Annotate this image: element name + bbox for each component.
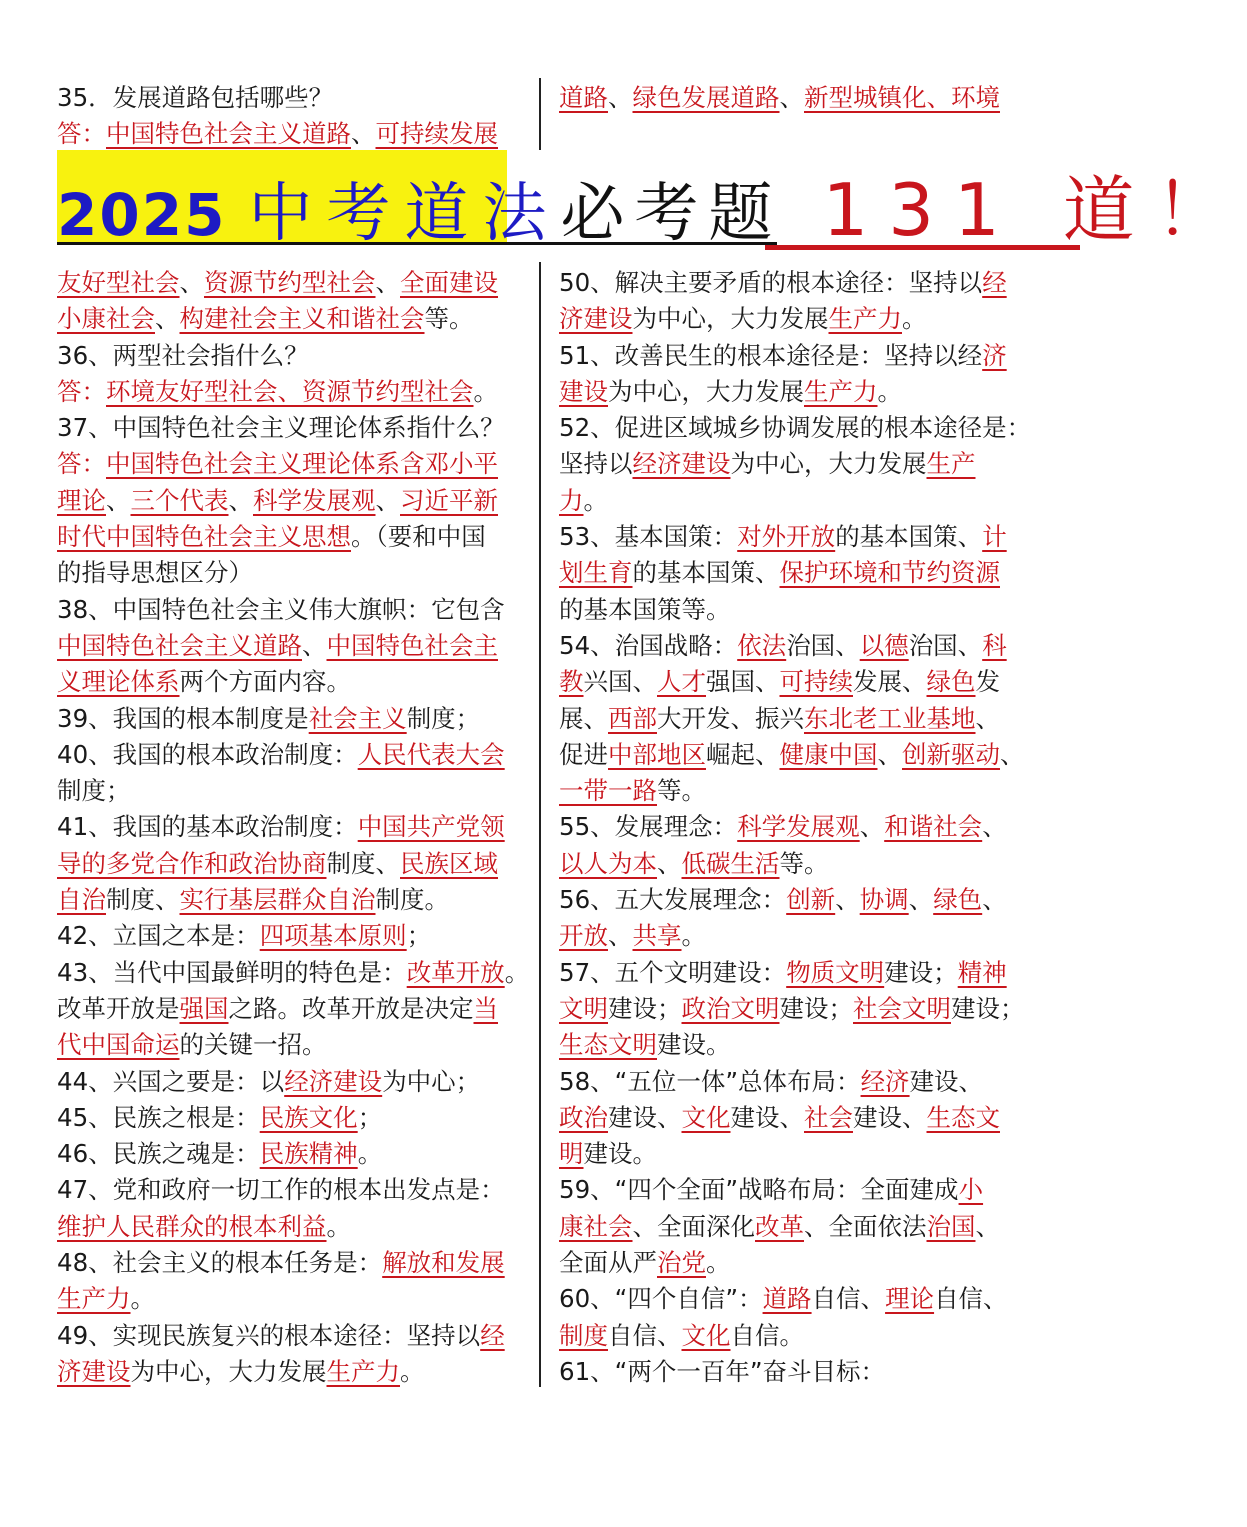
key-term: 政治文明 [681, 993, 780, 1023]
plain-text: 41、我国的基本政治制度： [57, 812, 358, 842]
key-term: 绿色 [926, 667, 976, 697]
plain-text: 。 [357, 1139, 383, 1169]
plain-text: 45、民族之根是： [57, 1102, 260, 1132]
plain-text: 。 [400, 1356, 425, 1386]
plain-text: 。 [130, 1284, 155, 1314]
key-term: 治国 [926, 1211, 976, 1241]
key-term: 改革开放 [406, 957, 505, 987]
plain-text: 50、解决主要矛盾的根本途径：坚持以 [559, 268, 983, 297]
plain-text: 建设、 [608, 1102, 682, 1132]
key-term: 时代中国特色社会主义思想 [57, 522, 351, 552]
plain-text: 36、两型社会指什么？ [57, 340, 309, 370]
plain-text: 自信。 [730, 1320, 804, 1350]
answer-35-continued [559, 80, 1000, 116]
key-term: 生产 [926, 449, 976, 479]
answer-sep: 、 [779, 83, 804, 112]
banner-black-text: 必考题 [560, 177, 783, 251]
plain-text: 55、发展理念： [559, 812, 738, 842]
plain-text: 。 [583, 485, 608, 515]
text-line [57, 446, 529, 482]
key-term: 人民代表大会 [357, 739, 505, 769]
plain-text: 为中心，大力发展 [130, 1356, 327, 1386]
key-term: 低碳生活 [681, 848, 780, 878]
plain-text: 建设； [608, 993, 682, 1023]
plain-text: 、 [375, 485, 400, 515]
plain-text: 58、“五位一体”总体布局： [559, 1066, 861, 1096]
plain-text: 建设； [779, 993, 853, 1023]
plain-text: 制度、 [326, 848, 400, 878]
plain-text: 60、“四个自信”： [559, 1284, 763, 1314]
key-term: 可持续 [779, 667, 853, 697]
key-term: 民族精神 [259, 1139, 358, 1169]
plain-text: 52、促进区域城乡协调发展的根本途径是： [559, 413, 1032, 443]
key-term: 解放和发展 [382, 1248, 505, 1278]
key-term: 理论 [885, 1284, 935, 1314]
plain-text: 、 [155, 304, 180, 334]
plain-text: 大开发、振兴 [657, 703, 804, 733]
plain-text: 的指导思想区分） [57, 558, 253, 588]
key-term: 中国特色社会主 [326, 630, 498, 660]
key-term: 依法 [737, 630, 787, 660]
plain-text: 的基本国策、 [835, 522, 983, 552]
text-line [559, 1100, 1031, 1136]
plain-text: 49、实现民族复兴的根本途径：坚持以 [57, 1320, 481, 1350]
key-term: 经 [480, 1320, 505, 1350]
key-term: 小康社会 [57, 304, 155, 334]
key-term: 创新 [786, 885, 836, 915]
key-term: 中国共产党领 [357, 812, 505, 842]
plain-text: 等。 [657, 776, 706, 806]
key-term: 政治 [559, 1102, 608, 1132]
answer-term: 中国特色社会主义道路 [106, 119, 351, 149]
text-line [559, 374, 1031, 410]
plain-text: 、 [1000, 739, 1025, 769]
plain-text: 42、立国之本是： [57, 921, 260, 951]
text-line [57, 628, 529, 664]
key-term: 经济建设 [284, 1066, 383, 1096]
plain-text: 40、我国的根本政治制度： [57, 739, 358, 769]
plain-text: 。 [326, 1211, 351, 1241]
plain-text: 。 [877, 376, 902, 406]
key-term: 维护人民群众的根本利益 [57, 1211, 327, 1241]
key-term: 制度 [559, 1320, 608, 1350]
text-line [559, 1209, 1031, 1245]
text-line [57, 1209, 529, 1245]
text-line [559, 338, 1031, 374]
key-term: 对外开放 [737, 522, 836, 552]
key-term: 生态文明 [559, 1030, 657, 1060]
plain-text: 、 [982, 812, 1007, 842]
key-term: 文化 [681, 1102, 731, 1132]
text-line [559, 846, 1031, 882]
key-term: 道路 [762, 1284, 812, 1314]
plain-text: 47、党和政府一切工作的根本出发点是： [57, 1175, 505, 1205]
text-line [57, 882, 529, 918]
text-line [57, 338, 529, 374]
key-term: 物质文明 [786, 957, 885, 987]
answer-prefix: 答： [57, 119, 106, 149]
plain-text: 建设、 [909, 1066, 984, 1096]
plain-text: 建设、 [853, 1102, 927, 1132]
key-term: 科 [982, 630, 1007, 660]
key-term: 人才 [657, 667, 706, 697]
text-line [559, 1027, 1031, 1063]
key-term: 共享 [632, 921, 682, 951]
key-term: 理论 [57, 485, 106, 515]
key-term: 科学发展观 [253, 485, 376, 515]
top-right-fragment [559, 80, 1000, 116]
plain-text: 的关键一招。 [179, 1030, 327, 1060]
plain-text: 崛起、 [706, 739, 780, 769]
key-term: 民族区域 [400, 848, 498, 878]
text-line [57, 374, 529, 410]
plain-text: 的基本国策等。 [559, 594, 731, 624]
key-term: 经 [982, 268, 1007, 297]
text-line [559, 1064, 1031, 1100]
plain-text: 制度； [406, 703, 481, 733]
key-term: 文化 [681, 1320, 731, 1350]
key-term: 社会文明 [853, 993, 951, 1023]
plain-text: 39、我国的根本制度是 [57, 703, 309, 733]
answer-sep: 、 [351, 119, 376, 149]
plain-text: 59、“四个全面”战略布局：全面建成 [559, 1175, 959, 1205]
plain-text: 兴国、 [583, 667, 657, 697]
text-line [559, 483, 1031, 519]
answer-sep: 、 [608, 83, 633, 112]
key-term: 以人为本 [559, 848, 657, 878]
plain-text: 、 [859, 812, 885, 842]
plain-text: 、全面依法 [804, 1211, 927, 1241]
key-term: 强国 [179, 993, 229, 1023]
banner-title [57, 152, 1247, 252]
left-column [57, 265, 529, 1390]
key-term: 绿色 [933, 885, 983, 915]
text-line [559, 918, 1031, 954]
text-line [57, 918, 529, 954]
key-term: 四项基本原则 [259, 921, 407, 951]
text-line [57, 1318, 529, 1354]
plain-text: 制度。 [375, 885, 449, 915]
plain-text: 坚持以 [559, 449, 633, 479]
key-term: 明 [559, 1139, 584, 1169]
plain-text: 建设。 [583, 1139, 657, 1169]
column-divider [539, 262, 541, 1387]
key-term: 西部 [608, 703, 657, 733]
text-line [559, 555, 1031, 591]
key-term: 东北老工业基地 [804, 703, 976, 733]
text-line [559, 773, 1031, 809]
plain-text: 治国、 [908, 630, 983, 660]
text-line [57, 301, 529, 337]
text-line [57, 410, 529, 446]
text-line [559, 519, 1031, 555]
plain-text: 治国、 [786, 630, 860, 660]
text-line [57, 773, 529, 809]
key-term: 社会主义 [308, 703, 407, 733]
key-term: 保护环境和节约资源 [779, 558, 1000, 588]
plain-text: 、全面深化 [632, 1211, 755, 1241]
key-term: 小 [958, 1175, 984, 1205]
plain-text: 发 [975, 667, 1000, 697]
answer-term: 可持续发展 [375, 119, 498, 149]
key-term: 生产力 [326, 1356, 400, 1386]
text-line [57, 1136, 529, 1172]
text-line [57, 1027, 529, 1063]
text-line [57, 846, 529, 882]
text-line [559, 1354, 1031, 1390]
answer-term: 新型城镇化、环境 [804, 83, 1000, 112]
plain-text: 为中心，大力发展 [730, 449, 927, 479]
text-line [57, 1354, 529, 1390]
plain-text: 、 [975, 703, 1000, 733]
text-line [57, 737, 529, 773]
key-term: 导的多党合作和政治协商 [57, 848, 327, 878]
text-line [559, 1318, 1031, 1354]
key-term: 协调 [859, 885, 909, 915]
key-term: 和谐社会 [884, 812, 983, 842]
key-term: 生产力 [804, 376, 878, 406]
key-term: 社会 [804, 1102, 853, 1132]
key-term: 构建社会主义和谐社会 [179, 304, 425, 334]
plain-text: 自信、 [811, 1284, 886, 1314]
text-line [559, 955, 1031, 991]
plain-text: 57、五个文明建设： [559, 957, 787, 987]
key-term: 三个代表 [130, 485, 229, 515]
key-term: 一带一路 [559, 776, 657, 806]
key-term: 生产力 [828, 304, 902, 334]
key-term: 改革 [755, 1211, 804, 1241]
plain-text: 、 [877, 739, 902, 769]
key-term: 中部地区 [608, 739, 706, 769]
plain-text: 61、“两个一百年”奋斗目标： [559, 1356, 886, 1386]
plain-text: 38、中国特色社会主义伟大旗帜：它包含 [57, 594, 505, 624]
text-line [57, 519, 529, 555]
plain-text: 制度； [57, 776, 131, 806]
key-term: 划生育 [559, 558, 633, 588]
plain-text: 48、社会主义的根本任务是： [57, 1248, 383, 1278]
plain-text: 为中心，大力发展 [632, 304, 829, 334]
key-term: 当 [473, 993, 498, 1023]
top-left-fragment [57, 80, 498, 153]
text-line [559, 592, 1031, 628]
text-line [559, 664, 1031, 700]
key-term: 科学发展观 [737, 812, 860, 842]
banner-year: 2025 [57, 181, 227, 249]
plain-text: 、 [975, 1211, 1000, 1241]
text-line [57, 1245, 529, 1281]
plain-text: 、 [835, 885, 860, 915]
key-term: 生产力 [57, 1284, 131, 1314]
text-line [559, 1172, 1031, 1208]
right-column [559, 265, 1031, 1390]
plain-text: ； [357, 1102, 383, 1132]
key-term: 代中国命运 [57, 1030, 180, 1060]
plain-text: 全面从严 [559, 1248, 657, 1278]
plain-text: 51、改善民生的根本途径是：坚持以经 [559, 340, 983, 370]
plain-text: 。 [681, 921, 706, 951]
plain-text: 46、民族之魂是： [57, 1139, 260, 1169]
text-line [559, 1281, 1031, 1317]
key-term: 治党 [657, 1248, 706, 1278]
key-term: 环境友好型社会、资源节约型社会 [106, 376, 474, 406]
text-line [57, 483, 529, 519]
plain-text: 制度、 [106, 885, 180, 915]
text-line [57, 1172, 529, 1208]
plain-text: 53、基本国策： [559, 522, 738, 552]
key-term: 计 [982, 522, 1007, 552]
plain-text: 44、兴国之要是：以 [57, 1066, 285, 1096]
key-term: 精神 [957, 957, 1007, 987]
text-line [57, 1100, 529, 1136]
text-line [559, 882, 1031, 918]
plain-text: 、 [908, 885, 934, 915]
key-term: 自治 [57, 885, 106, 915]
text-line [57, 809, 529, 845]
text-line [57, 555, 529, 591]
key-term: 创新驱动 [902, 739, 1000, 769]
plain-text: 的基本国策、 [632, 558, 780, 588]
plain-text: 等。 [779, 848, 829, 878]
text-line [559, 809, 1031, 845]
key-term: 经济 [860, 1066, 910, 1096]
plain-text: 、 [657, 848, 682, 878]
key-term: 开放 [559, 921, 608, 951]
text-line [559, 991, 1031, 1027]
text-line [559, 1245, 1031, 1281]
key-term: 资源节约型社会 [204, 268, 376, 297]
text-line [559, 446, 1031, 482]
key-term: 友好型社会 [57, 268, 180, 297]
plain-text: 建设。 [657, 1030, 731, 1060]
plain-text: 两个方面内容。 [179, 667, 351, 697]
key-term: 中国特色社会主义理论体系含邓小平 [106, 449, 498, 479]
banner-red-text: 131 道！ [822, 168, 1247, 252]
text-line [57, 991, 529, 1027]
plain-text: 为中心； [382, 1066, 481, 1096]
key-term: 康社会 [559, 1211, 633, 1241]
answer-prefix: 答： [57, 449, 106, 479]
key-term: 济 [982, 340, 1007, 370]
text-line [57, 664, 529, 700]
text-line [559, 737, 1031, 773]
key-term: 生态文 [926, 1102, 1000, 1132]
key-term: 民族文化 [259, 1102, 358, 1132]
plain-text: 、 [228, 485, 253, 515]
key-term: 济建设 [57, 1356, 131, 1386]
plain-text: 、 [608, 921, 633, 951]
plain-text: 、 [982, 885, 1007, 915]
plain-text: 等。 [424, 304, 474, 334]
key-term: 教 [559, 667, 584, 697]
question-35: 35．发展道路包括哪些？ [57, 83, 334, 112]
plain-text: 强国、 [706, 667, 780, 697]
plain-text: 56、五大发展理念： [559, 885, 787, 915]
banner-blue-text: 中考道法 [248, 177, 561, 251]
plain-text: 。 [504, 957, 530, 987]
plain-text: 自信、 [608, 1320, 682, 1350]
text-line [57, 1281, 529, 1317]
key-term: 全面建设 [400, 268, 498, 297]
text-line [559, 701, 1031, 737]
key-term: 经济建设 [632, 449, 731, 479]
plain-text: 。 [706, 1248, 731, 1278]
text-line [57, 955, 529, 991]
key-term: 文明 [559, 993, 608, 1023]
answer-prefix: 答： [57, 376, 106, 406]
plain-text: 展、 [559, 703, 608, 733]
key-term: 中国特色社会主义道路 [57, 630, 302, 660]
plain-text: 为中心，大力发展 [608, 376, 804, 406]
text-line [57, 1064, 529, 1100]
text-line [559, 410, 1031, 446]
plain-text: 之路。改革开放是决定 [228, 993, 474, 1023]
plain-text: 建设； [951, 993, 1025, 1023]
plain-text: 建设、 [730, 1102, 804, 1132]
plain-text: 建设； [884, 957, 958, 987]
plain-text: 。（要和中国 [351, 522, 486, 552]
key-term: 实行基层群众自治 [179, 885, 376, 915]
text-line [559, 1136, 1031, 1172]
key-term: 济建设 [559, 304, 633, 334]
text-line [57, 701, 529, 737]
plain-text: ； [406, 921, 432, 951]
plain-text: 37、中国特色社会主义理论体系指什么？ [57, 413, 505, 443]
text-line [559, 265, 1031, 301]
key-term: 以德 [859, 630, 909, 660]
key-term: 义理论体系 [57, 667, 180, 697]
text-line [559, 301, 1031, 337]
plain-text: 。 [473, 376, 498, 406]
text-line [559, 628, 1031, 664]
plain-text: 、 [302, 630, 327, 660]
plain-text: 、 [179, 268, 204, 297]
answer-term: 绿色发展道路 [632, 83, 780, 112]
plain-text: 43、当代中国最鲜明的特色是： [57, 957, 407, 987]
plain-text: 自信、 [934, 1284, 1008, 1314]
column-divider-top [539, 78, 541, 150]
answer-35 [57, 116, 498, 152]
plain-text: 改革开放是 [57, 993, 180, 1023]
text-line [57, 265, 529, 301]
plain-text: 54、治国战略： [559, 630, 738, 660]
plain-text: 、 [106, 485, 131, 515]
key-term: 习近平新 [400, 485, 498, 515]
plain-text: 、 [375, 268, 400, 297]
text-line [57, 592, 529, 628]
plain-text: 促进 [559, 739, 608, 769]
plain-text: 发展、 [853, 667, 927, 697]
key-term: 力 [559, 485, 584, 515]
plain-text: 。 [902, 304, 927, 334]
key-term: 建设 [559, 376, 608, 406]
answer-term: 道路 [559, 83, 608, 112]
key-term: 健康中国 [779, 739, 878, 769]
